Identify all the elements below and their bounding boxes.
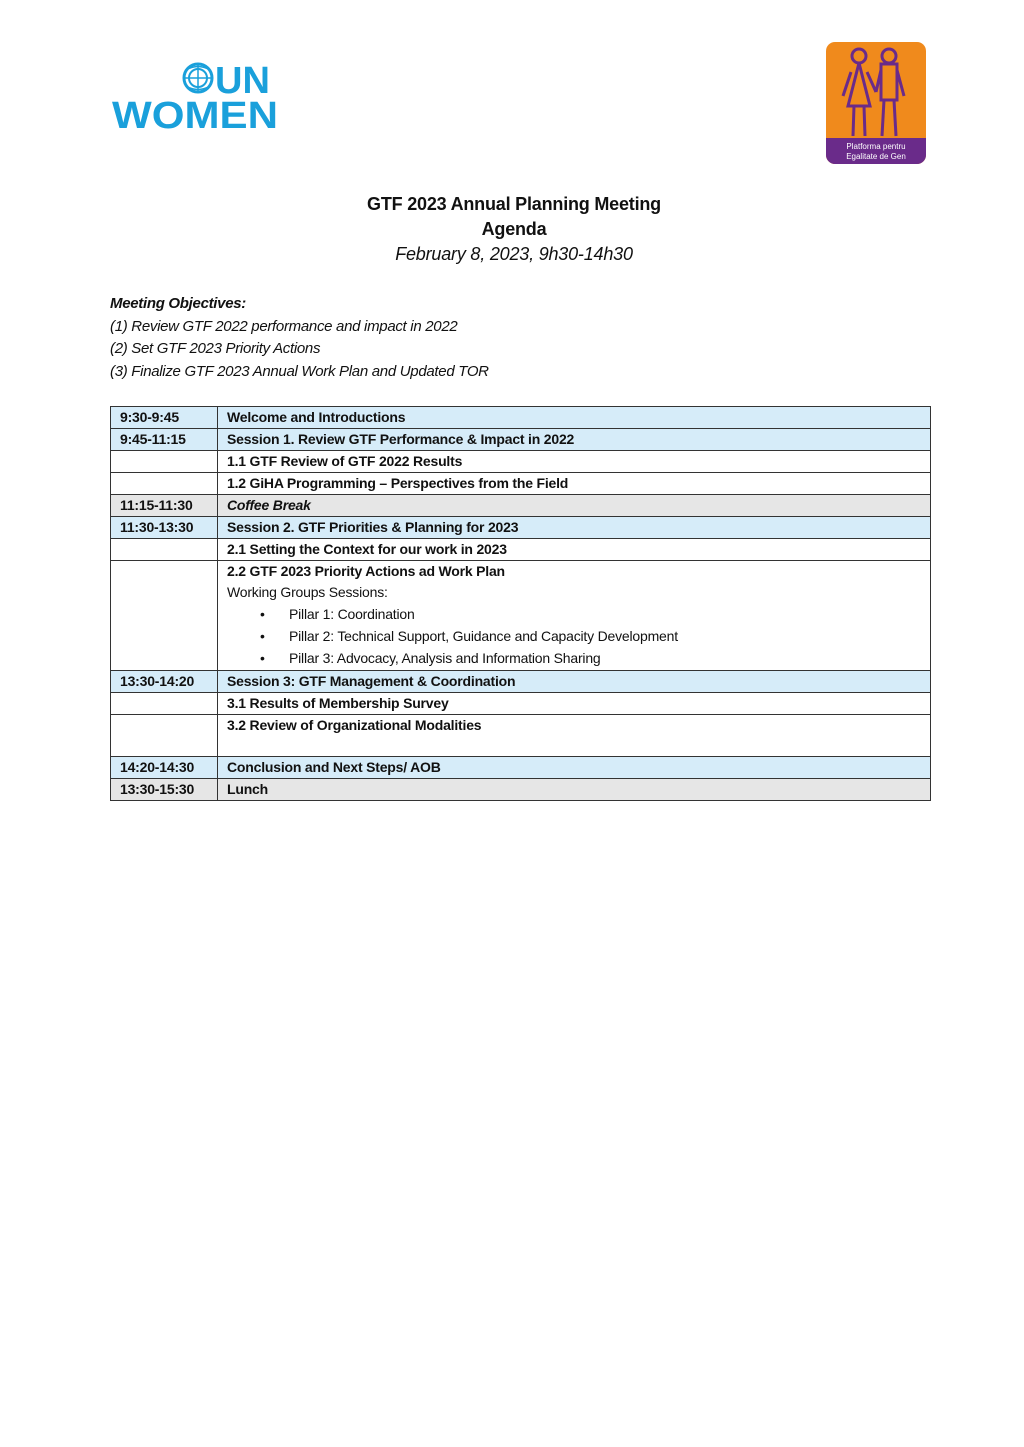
agenda-item: 3.2 Review of Organizational Modalities — [218, 715, 931, 757]
agenda-item: Session 2. GTF Priorities & Planning for 2023 — [218, 517, 931, 539]
agenda-row — [111, 539, 931, 561]
bullet-icon: • — [260, 628, 265, 644]
pillar-label: Pillar 1: Coordination — [289, 606, 415, 622]
agenda-row — [111, 407, 931, 429]
agenda-item: Welcome and Introductions — [218, 407, 931, 429]
objective-item: (1) Review GTF 2022 performance and impact in 2022 — [110, 317, 458, 335]
agenda-row — [111, 715, 931, 757]
agenda-item-cell — [218, 561, 931, 671]
agenda-time: 13:30-15:30 — [111, 779, 218, 801]
agenda-row — [111, 561, 931, 671]
agenda-item: Lunch — [218, 779, 931, 801]
agenda-time — [111, 561, 218, 671]
agenda-row — [111, 757, 931, 779]
page-subtitle: Agenda — [481, 219, 547, 239]
meeting-date: February 8, 2023, 9h30-14h30 — [395, 244, 633, 264]
agenda-row — [111, 693, 931, 715]
list-item — [260, 625, 921, 647]
list-item — [260, 603, 921, 625]
objectives-heading: Meeting Objectives: — [110, 295, 247, 312]
working-groups-label: Working Groups Sessions: — [227, 584, 388, 600]
agenda-item: Coffee Break — [218, 495, 931, 517]
agenda-table — [110, 406, 931, 801]
pillar-list — [227, 603, 921, 669]
agenda-time — [111, 715, 218, 757]
agenda-row — [111, 517, 931, 539]
agenda-item: Conclusion and Next Steps/ AOB — [218, 757, 931, 779]
meeting-objectives — [110, 293, 910, 383]
agenda-time: 14:20-14:30 — [111, 757, 218, 779]
agenda-time — [111, 539, 218, 561]
agenda-item: Session 3: GTF Management & Coordination — [218, 671, 931, 693]
un-emblem-icon — [184, 64, 212, 92]
agenda-time — [111, 451, 218, 473]
bullet-icon: • — [260, 650, 265, 666]
agenda-row — [111, 451, 931, 473]
agenda-row — [111, 671, 931, 693]
objective-item: (2) Set GTF 2023 Priority Actions — [110, 340, 321, 357]
agenda-time: 11:30-13:30 — [111, 517, 218, 539]
platform-logo — [826, 42, 926, 164]
agenda-item: 2.2 GTF 2023 Priority Actions ad Work Plan — [227, 563, 505, 579]
agenda-row — [111, 429, 931, 451]
agenda-time: 9:45-11:15 — [111, 429, 218, 451]
platform-caption-2: Egalitate de Gen — [846, 152, 906, 161]
agenda-item: 1.1 GTF Review of GTF 2022 Results — [218, 451, 931, 473]
agenda-row — [111, 779, 931, 801]
agenda-time: 13:30-14:20 — [111, 671, 218, 693]
women-wordmark: WOMEN — [112, 95, 278, 132]
agenda-row — [111, 473, 931, 495]
agenda-item: 2.1 Setting the Context for our work in 2023 — [218, 539, 931, 561]
agenda-item: Session 1. Review GTF Performance & Impact in 2022 — [218, 429, 931, 451]
agenda-time — [111, 693, 218, 715]
agenda-row — [111, 495, 931, 517]
list-item — [260, 647, 921, 669]
agenda-item: 3.1 Results of Membership Survey — [218, 693, 931, 715]
un-wordmark: UN — [215, 60, 270, 102]
pillar-label: Pillar 2: Technical Support, Guidance and Capacity Development — [289, 628, 678, 644]
platform-caption-1: Platforma pentru — [846, 142, 906, 151]
pillar-label: Pillar 3: Advocacy, Analysis and Information Sharing — [289, 650, 601, 666]
title-block — [0, 192, 1024, 267]
agenda-time: 9:30-9:45 — [111, 407, 218, 429]
bullet-icon: • — [260, 606, 265, 622]
un-women-logo — [112, 60, 280, 132]
page-title: GTF 2023 Annual Planning Meeting — [367, 194, 661, 214]
agenda-time: 11:15-11:30 — [111, 495, 218, 517]
agenda-item: 1.2 GiHA Programming – Perspectives from the Field — [218, 473, 931, 495]
objective-item: (3) Finalize GTF 2023 Annual Work Plan and Updated TOR — [110, 362, 489, 380]
agenda-time — [111, 473, 218, 495]
